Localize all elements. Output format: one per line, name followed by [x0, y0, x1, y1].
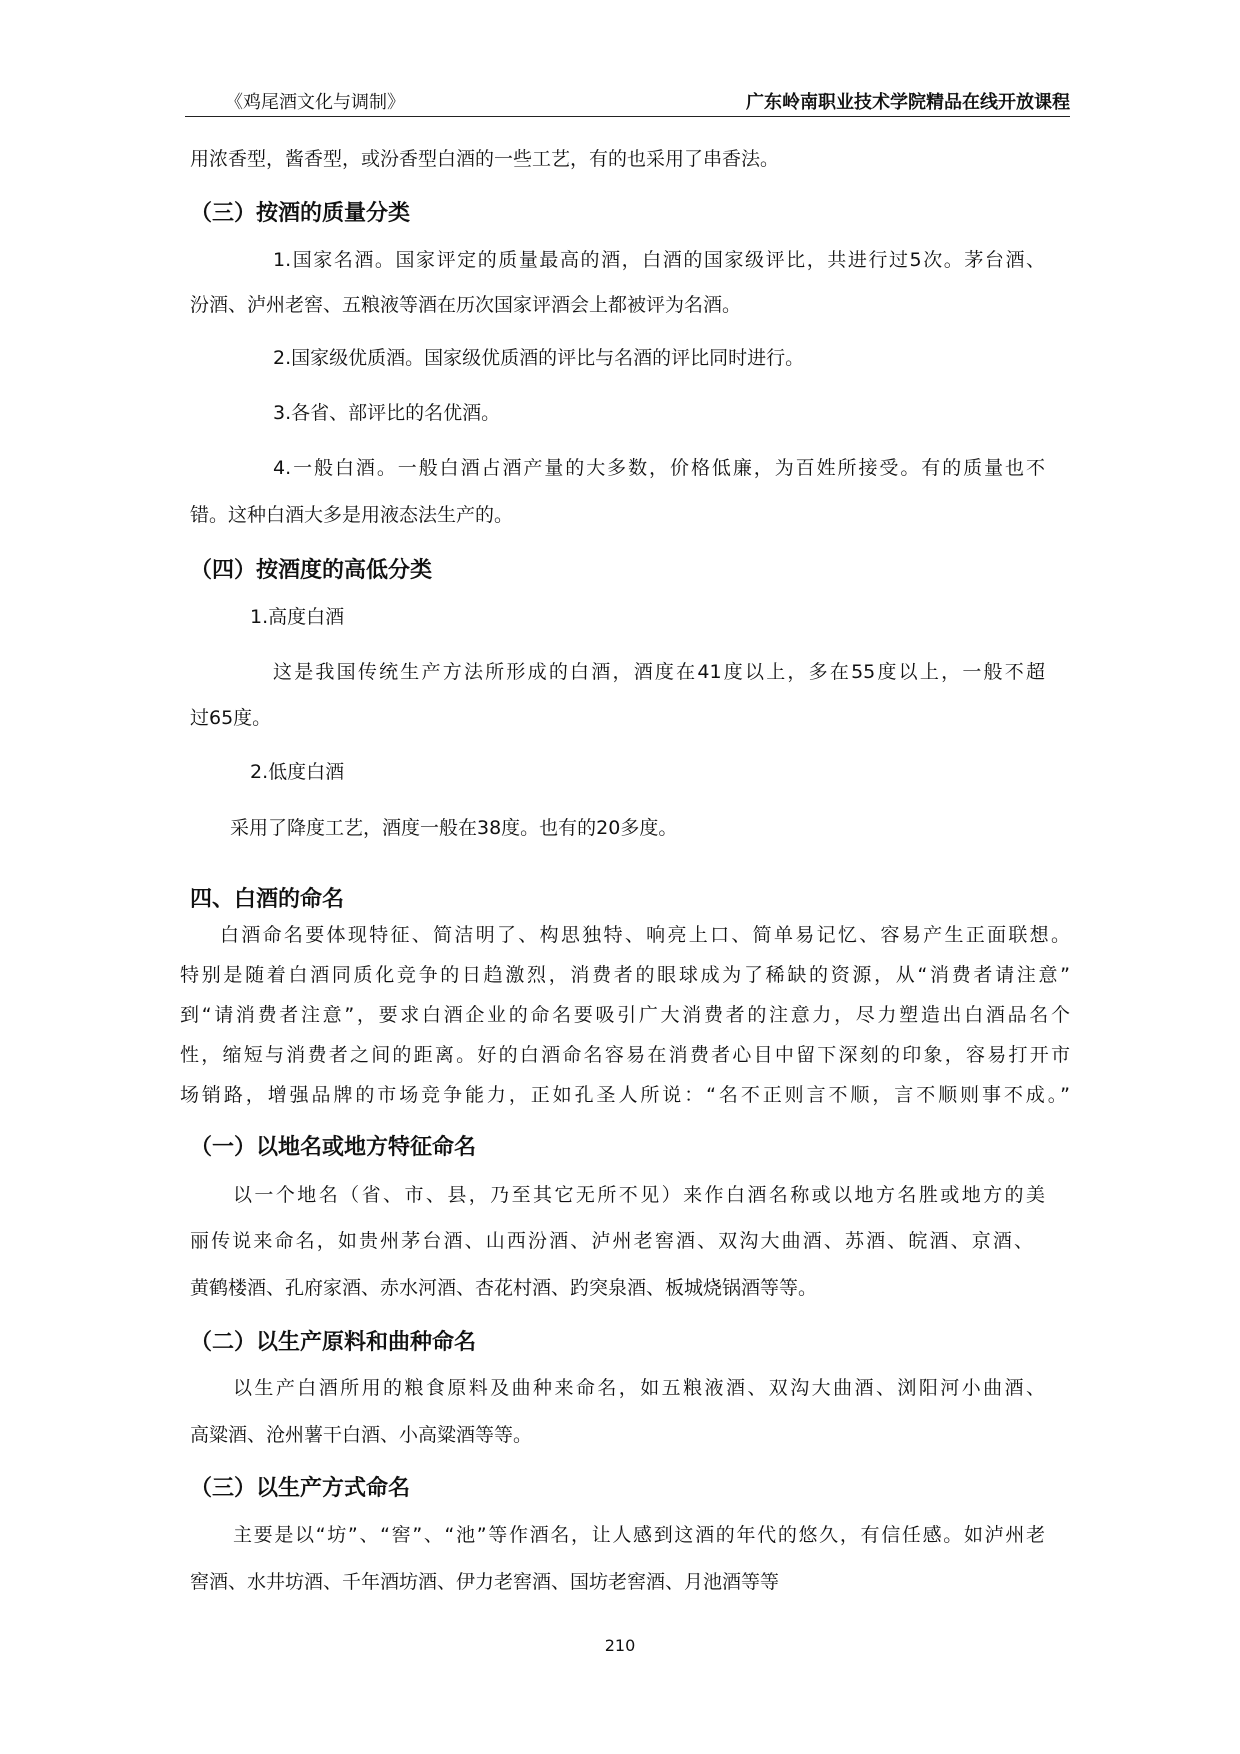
paragraph-line: 这是我国传统生产方法所形成的白酒，酒度在41度以上，多在55度以上，一般不超 [273, 661, 1045, 683]
paragraph-line: 4.一般白酒。一般白酒占酒产量的大多数，价格低廉，为百姓所接受。有的质量也不 [273, 457, 1045, 479]
paragraph-line: 2.低度白酒 [250, 761, 345, 783]
paragraph-line: 窖酒、水井坊酒、千年酒坊酒、伊力老窖酒、国坊老窖酒、月池酒等等 [190, 1571, 780, 1593]
book-title: 《鸡尾酒文化与调制》 [225, 92, 405, 113]
paragraph-line: 到“请消费者注意”，要求白酒企业的命名要吸引广大消费者的注意力，尽力塑造出白酒品名个 [180, 1004, 1070, 1026]
section-heading-quality: （三）按酒的质量分类 [190, 201, 411, 226]
section-heading-method: （三）以生产方式命名 [190, 1476, 411, 1501]
paragraph-line: 1.高度白酒 [250, 606, 345, 628]
paragraph-line: 过65度。 [190, 707, 272, 729]
paragraph-line: 场销路，增强品牌的市场竞争能力，正如孔圣人所说：“名不正则言不顺，言不顺则事不成。” [180, 1084, 1070, 1106]
paragraph-line: 白酒命名要体现特征、简洁明了、构思独特、响亮上口、简单易记忆、容易产生正面联想。 [220, 924, 1070, 946]
paragraph-line: 1.国家名酒。国家评定的质量最高的酒，白酒的国家级评比，共进行过5次。茅台酒、 [273, 249, 1045, 271]
chapter-heading-naming: 四、白酒的命名 [190, 887, 345, 912]
section-heading-degree: （四）按酒度的高低分类 [190, 558, 433, 583]
paragraph-line: 性，缩短与消费者之间的距离。好的白酒命名容易在消费者心目中留下深刻的印象，容易打开市 [180, 1044, 1070, 1066]
paragraph-line: 以生产白酒所用的粮食原料及曲种来命名，如五粮液酒、双沟大曲酒、浏阳河小曲酒、 [233, 1377, 1045, 1399]
paragraph-line: 以一个地名（省、市、县，乃至其它无所不见）来作白酒名称或以地方名胜或地方的美 [233, 1184, 1045, 1206]
paragraph-line: 黄鹤楼酒、孔府家酒、赤水河酒、杏花村酒、趵突泉酒、板城烧锅酒等等。 [190, 1277, 818, 1299]
paragraph-line: 特别是随着白酒同质化竞争的日趋激烈，消费者的眼球成为了稀缺的资源，从“消费者请注意” [180, 964, 1070, 986]
institution-name: 广东岭南职业技术学院精品在线开放课程 [746, 92, 1070, 113]
section-heading-material: （二）以生产原料和曲种命名 [190, 1330, 477, 1355]
paragraph-line: 用浓香型，酱香型，或汾香型白酒的一些工艺，有的也采用了串香法。 [190, 148, 780, 170]
paragraph-line: 采用了降度工艺，酒度一般在38度。也有的20多度。 [230, 817, 678, 839]
paragraph-line: 丽传说来命名，如贵州茅台酒、山西汾酒、泸州老窖酒、双沟大曲酒、苏酒、皖酒、京酒、 [190, 1230, 1033, 1252]
page-number: 210 [604, 1636, 636, 1655]
paragraph-line: 错。这种白酒大多是用液态法生产的。 [190, 504, 514, 526]
paragraph-line: 汾酒、泸州老窖、五粮液等酒在历次国家评酒会上都被评为名酒。 [190, 294, 742, 316]
page-header [185, 86, 1070, 117]
paragraph-line: 高粱酒、沧州薯干白酒、小高粱酒等等。 [190, 1424, 533, 1446]
paragraph-line: 2.国家级优质酒。国家级优质酒的评比与名酒的评比同时进行。 [273, 347, 805, 369]
paragraph-line: 主要是以“坊”、“窖”、“池”等作酒名，让人感到这酒的年代的悠久，有信任感。如泸州老 [233, 1524, 1045, 1546]
paragraph-line: 3.各省、部评比的名优酒。 [273, 402, 501, 424]
section-heading-place: （一）以地名或地方特征命名 [190, 1135, 477, 1160]
